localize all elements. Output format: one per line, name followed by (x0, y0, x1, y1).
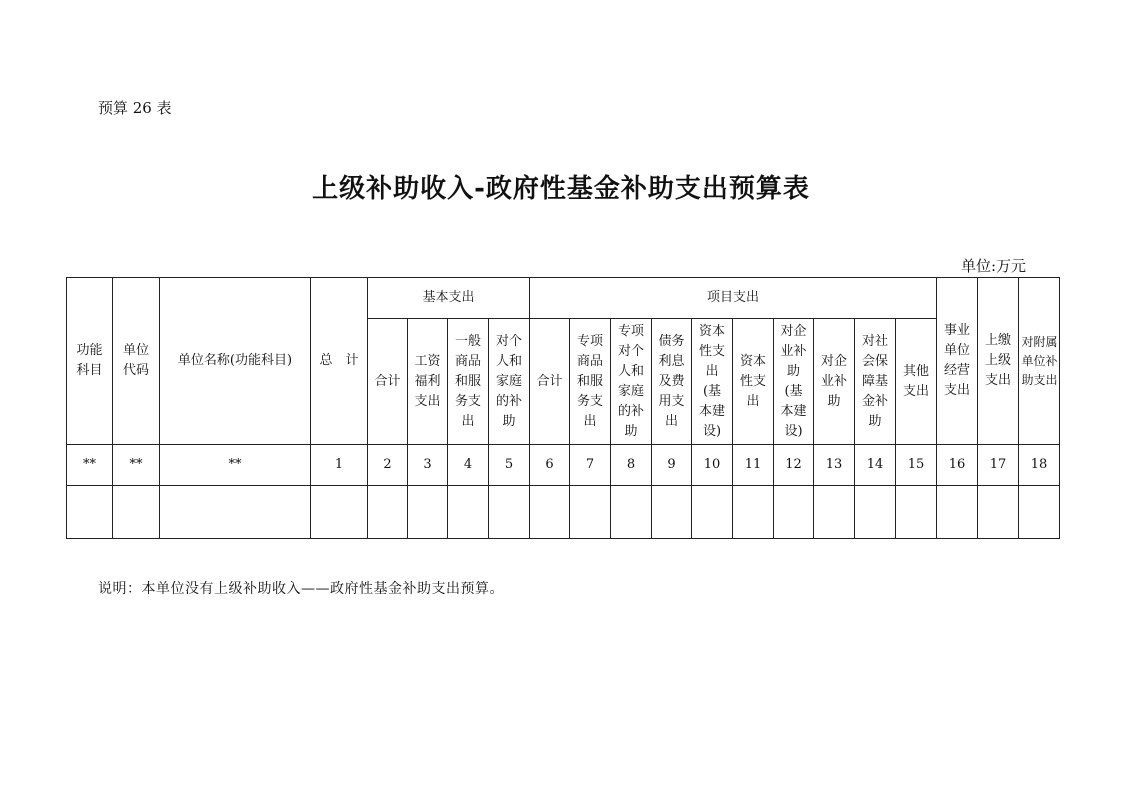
code-number: 13 (814, 445, 855, 486)
header-basic-expenditure: 基本支出 (368, 278, 530, 319)
empty-cell (570, 486, 611, 539)
empty-cell (530, 486, 570, 539)
code-unit-name: ** (160, 445, 311, 486)
unit-label: 单位:万元 (960, 257, 1026, 275)
code-number: 15 (896, 445, 937, 486)
empty-data-row (67, 486, 1060, 539)
code-row (67, 445, 1060, 486)
empty-cell (67, 486, 113, 539)
empty-cell (408, 486, 448, 539)
header-other: 其他支出 (896, 319, 937, 445)
header-upper-remit: 上缴上级支出 (978, 278, 1019, 445)
code-number: 7 (570, 445, 611, 486)
empty-cell (652, 486, 692, 539)
header-unit-code: 单位代码 (113, 278, 160, 445)
header-wages: 工资福利支出 (408, 319, 448, 445)
header-enterprise: 对企业补助 (814, 319, 855, 445)
code-func-subject: ** (67, 445, 113, 486)
header-func-subject: 功能科目 (67, 278, 113, 445)
header-capital-construction: 资本性支出(基本建设) (692, 319, 733, 445)
empty-cell (611, 486, 652, 539)
code-number: 17 (978, 445, 1019, 486)
empty-cell (160, 486, 311, 539)
header-total: 总 计 (311, 278, 368, 445)
empty-cell (814, 486, 855, 539)
empty-cell (978, 486, 1019, 539)
empty-cell (855, 486, 896, 539)
empty-cell (692, 486, 733, 539)
empty-cell (896, 486, 937, 539)
header-special-goods: 专项商品和服务支出 (570, 319, 611, 445)
page-title: 上级补助收入-政府性基金补助支出预算表 (312, 174, 810, 204)
empty-cell (311, 486, 368, 539)
header-personal-family: 对个人和家庭的补助 (489, 319, 530, 445)
header-business-operation: 事业单位经营支出 (937, 278, 978, 445)
code-unit-code: ** (113, 445, 160, 486)
empty-cell (937, 486, 978, 539)
code-number: 18 (1019, 445, 1060, 486)
empty-cell (113, 486, 160, 539)
code-number: 9 (652, 445, 692, 486)
code-number: 5 (489, 445, 530, 486)
code-number: 1 (311, 445, 368, 486)
empty-cell (774, 486, 814, 539)
code-number: 6 (530, 445, 570, 486)
empty-cell (448, 486, 489, 539)
code-number: 3 (408, 445, 448, 486)
code-number: 16 (937, 445, 978, 486)
header-debt-interest: 债务利息及费用支出 (652, 319, 692, 445)
empty-cell (1019, 486, 1060, 539)
code-number: 14 (855, 445, 896, 486)
budget-table (66, 277, 1060, 539)
code-number: 11 (733, 445, 774, 486)
header-basic-total: 合计 (368, 319, 408, 445)
code-number: 10 (692, 445, 733, 486)
code-number: 12 (774, 445, 814, 486)
header-goods-services: 一般商品和服务支出 (448, 319, 489, 445)
header-special-personal: 专项对个人和家庭的补助 (611, 319, 652, 445)
form-code: 预算 26 表 (98, 99, 172, 117)
footnote: 说明：本单位没有上级补助收入——政府性基金补助支出预算。 (98, 581, 504, 597)
header-capital: 资本性支出 (733, 319, 774, 445)
header-social-security: 对社会保障基金补助 (855, 319, 896, 445)
header-affiliated-subsidy: 对附属单位补助支出 (1019, 278, 1060, 445)
code-number: 2 (368, 445, 408, 486)
code-number: 4 (448, 445, 489, 486)
empty-cell (733, 486, 774, 539)
header-project-expenditure: 项目支出 (530, 278, 937, 319)
empty-cell (368, 486, 408, 539)
header-unit-name: 单位名称(功能科目) (160, 278, 311, 445)
empty-cell (489, 486, 530, 539)
header-enterprise-construction: 对企业补助(基本建设) (774, 319, 814, 445)
code-number: 8 (611, 445, 652, 486)
header-project-total: 合计 (530, 319, 570, 445)
